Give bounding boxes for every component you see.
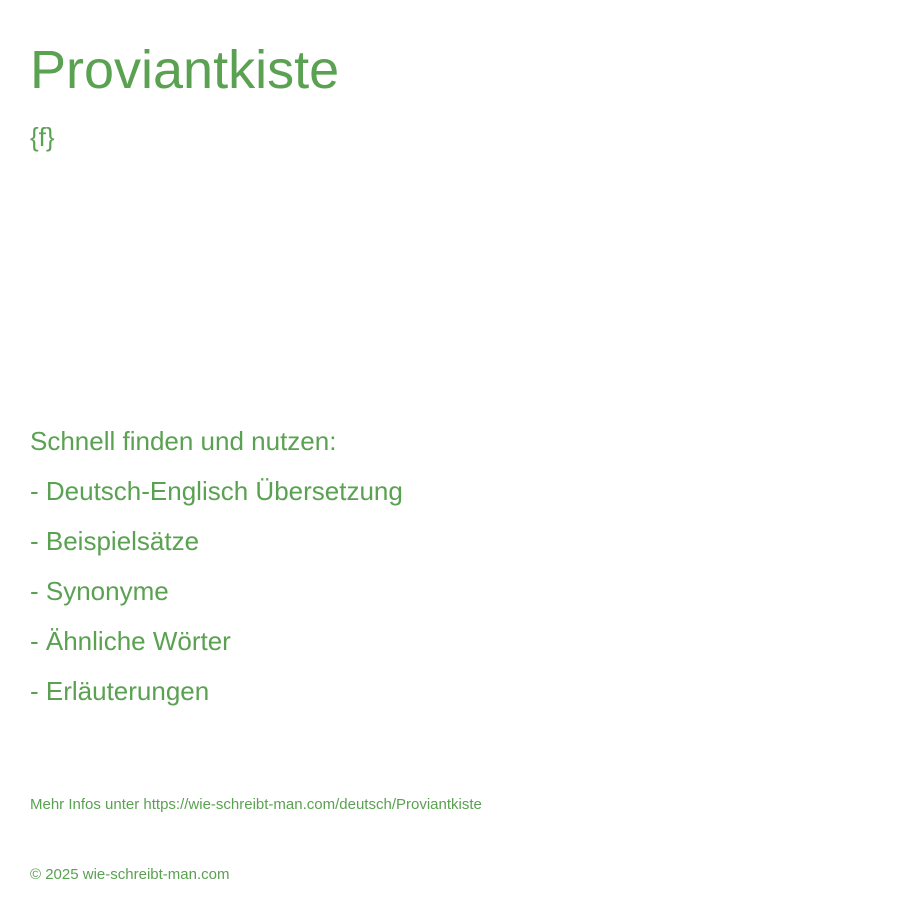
features-section bbox=[30, 423, 403, 723]
feature-item-example-sentences: - Beispielsätze bbox=[30, 526, 200, 556]
features-list bbox=[30, 473, 403, 709]
gender-label: {f} bbox=[30, 122, 55, 152]
feature-item-similar-words: - Ähnliche Wörter bbox=[30, 626, 231, 656]
feature-item-translation: - Deutsch-Englisch Übersetzung bbox=[30, 476, 403, 506]
feature-item-explanations: - Erläuterungen bbox=[30, 676, 210, 706]
page-title: Proviantkiste bbox=[30, 40, 340, 100]
more-info-text: Mehr Infos unter https://wie-schreibt-man.com/deutsch/Proviantkiste bbox=[30, 796, 482, 813]
copyright-text: © 2025 wie-schreibt-man.com bbox=[30, 866, 230, 883]
features-heading: Schnell finden und nutzen: bbox=[30, 426, 337, 456]
feature-item-synonyms: - Synonyme bbox=[30, 576, 169, 606]
